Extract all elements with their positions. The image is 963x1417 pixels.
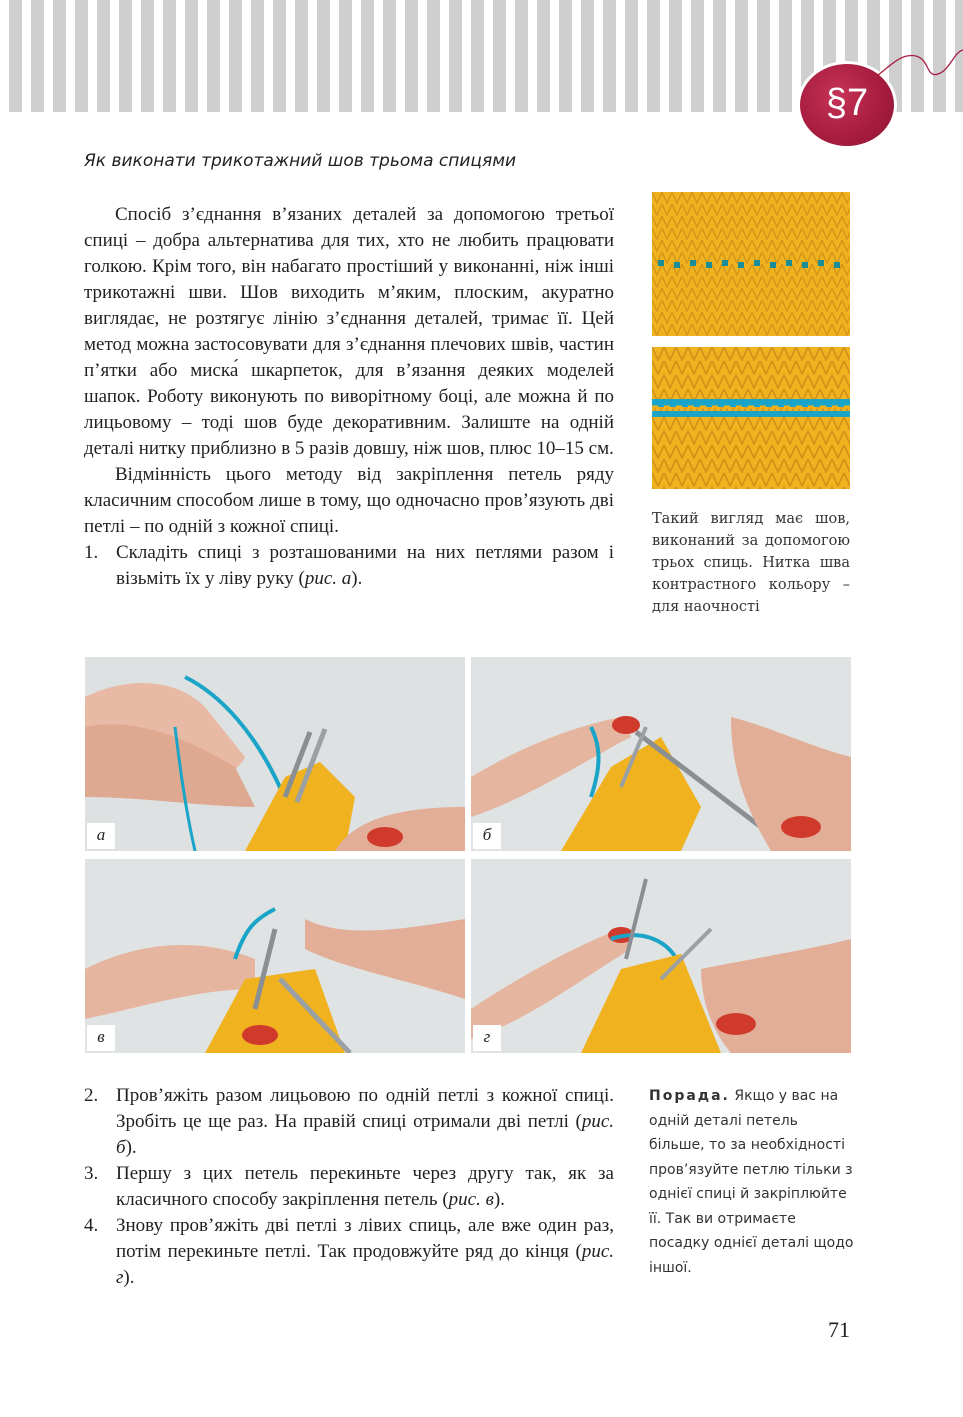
step-item: [84, 1161, 614, 1213]
step-photo-a: [85, 657, 465, 851]
tip-text: Якщо у вас на одній деталі петель більше, то за необхідності пров’язуйте петлю тільки з однієї спиці й закріплюйте її. Так ви отримаєте посадку однієї деталі щодо іншої.: [649, 1088, 854, 1276]
step-end: ).: [351, 568, 363, 589]
step-number: 4.: [84, 1215, 99, 1236]
step-text: Першу з цих петель перекиньте через другу так, як за класичного способу закріплення петель (: [116, 1163, 614, 1210]
photo-label-c: в: [87, 1025, 115, 1051]
section-badge-label: §7: [825, 82, 869, 124]
figure-reference: рис. в: [448, 1189, 494, 1210]
step-item: [84, 1213, 614, 1291]
step-end: ).: [125, 1137, 137, 1158]
step-number: 2.: [84, 1085, 99, 1106]
figure-reference: рис. г: [116, 1241, 614, 1288]
step-item: [84, 540, 614, 592]
photo-label-d: г: [473, 1025, 501, 1051]
figure-reference: рис. б: [116, 1111, 614, 1158]
photo-label-b: б: [473, 823, 501, 849]
yarn-strand-decoration: [868, 12, 963, 98]
step-number: 1.: [84, 542, 99, 563]
step-text: Складіть спиці з розташованими на них петлями разом і візьміть їх у ліву руку (: [116, 542, 614, 589]
sample-caption: Такий вигляд має шов, виконаний за допомогою трьох спиць. Нитка шва контрастного кольору – для наочності: [652, 511, 850, 615]
seam-sample-photo-bottom: [652, 347, 850, 489]
page-number: 71: [828, 1317, 850, 1342]
tip-label: Порада.: [649, 1088, 730, 1104]
step-end: ).: [123, 1267, 135, 1288]
step-text: Знову пров’яжіть дві петлі з лівих спиць, але вже один раз, потім перекиньте петлі. Так продовжуйте ряд до кінця (: [116, 1215, 614, 1262]
step-number: 3.: [84, 1163, 99, 1184]
step-text: Пров’яжіть разом лицьовою по одній петлі з кожної спиці. Зробіть це ще раз. На правій спиці отримали дві петлі (: [116, 1085, 614, 1132]
intro-text: [84, 202, 614, 592]
steps-list-continued: [84, 1083, 614, 1291]
figure-reference: рис. а: [304, 568, 352, 589]
step-photo-b: [471, 657, 851, 851]
step-photo-d: [471, 859, 851, 1053]
intro-paragraph-2: Відмінність цього методу від закріплення петель ряду класичним способом лише в тому, що одночасно пров’язують дві петлі – по одній з кожної спиці.: [84, 464, 614, 537]
section-title: Як виконати трикотажний шов трьома спицями: [84, 151, 517, 171]
step-end: ).: [493, 1189, 505, 1210]
photo-label-a: а: [87, 823, 115, 849]
seam-sample-photo-top: [652, 192, 850, 336]
steps-list-first: [84, 540, 614, 592]
step-item: [84, 1083, 614, 1161]
intro-paragraph-1: Спосіб з’єднання в’язаних деталей за допомогою третьої спиці – добра альтернатива для тих, хто не любить працювати голкою. Крім того, він набагато простіший у виконанні, ніж інші трикотажні шви. Шов виходить м’яким, плоским, акуратно виглядає, не розтягує лінію з’єднання деталей, тримає її. Цей метод можна застосовувати для з’єднання плечових швів, частин п’ятки або миска́ шкарпеток, для в’язання деяких моделей шапок. Роботу виконують по виворітному боці, але можна й по лицьовому – тоді шов буде декоративним. Залиште на одній деталі нитку приблизно в 5 разів довшу, ніж шов, плюс 10–15 см.: [84, 204, 614, 459]
tip-box: [649, 1084, 856, 1280]
step-photo-c: [85, 859, 465, 1053]
